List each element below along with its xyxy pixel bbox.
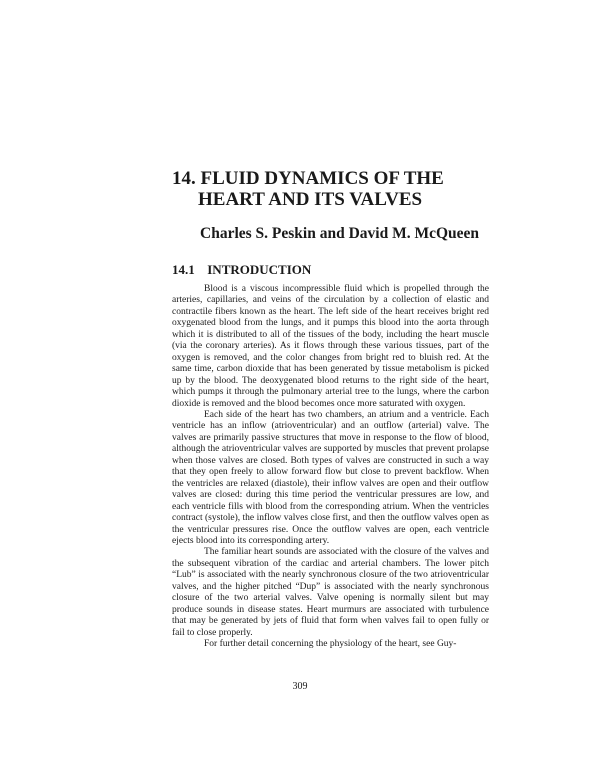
chapter-authors: Charles S. Peskin and David M. McQueen: [200, 225, 480, 242]
section-title: INTRODUCTION: [207, 262, 312, 277]
section-number: 14.1: [172, 262, 195, 277]
body-text: [172, 284, 489, 651]
section-heading: [172, 262, 311, 278]
chapter-title-line-1: 14. FLUID DYNAMICS OF THE: [172, 168, 444, 189]
paragraph: Blood is a viscous incompressible fluid which is propelled through the arteries, capillaries, and veins of the circulation by a collection of elastic and contractile fibers known as the heart. The left side of the heart receives bright red oxygenated blood from the lungs, and it pumps this blood into the aorta through which it is distributed to all of the tissues of the body, including the heart muscle (via the coronary arteries). As it flows through these various tissues, part of the oxygen is removed, and the color changes from bright red to bluish red. At the same time, carbon dioxide that has been generated by tissue metabolism is picked up by the blood. The deoxygenated blood returns to the right side of the heart, which pumps it through the pulmonary arterial tree to the lungs, where the carbon dioxide is removed and the blood becomes once more saturated with oxygen.: [172, 284, 489, 409]
paragraph: The familiar heart sounds are associated with the closure of the valves and the subsequent vibration of the cardiac and arterial chambers. The lower pitch “Lub” is associated with the nearly synchronous closure of the two atrioventricular valves, and the higher pitched “Dup” is associated with the nearly synchronous closure of the two arterial valves. Valve opening is normally silent but may produce sounds in disease states. Heart murmurs are associated with turbulence that may be generated by jets of fluid that form when valves fail to open fully or fail to close properly.: [172, 547, 489, 638]
paragraph: Each side of the heart has two chambers, an atrium and a ventricle. Each ventricle has an inflow (atrioventricular) and an outflow (arterial) valve. The valves are primarily passive structures that move in response to the flow of blood, although the atrioventricular valves are supported by muscles that prevent prolapse when those valves are closed. Both types of valves are constructed in such a way that they open freely to allow forward flow but close to prevent backflow. When the ventricles are relaxed (diastole), their inflow valves are open and their outflow valves are closed: during this time period the ventricular pressures are low, and each ventricle fills with blood from the corresponding atrium. When the ventricles contract (systole), the inflow valves close first, and then the outflow valves open as the ventricular pressures rise. Once the outflow valves are open, each ventricle ejects blood into its corresponding artery.: [172, 409, 489, 546]
chapter-title: [172, 168, 472, 210]
paragraph: For further detail concerning the physiology of the heart, see Guy-: [204, 639, 457, 650]
chapter-title-line-2: HEART AND ITS VALVES: [198, 189, 423, 210]
page-number: 309: [292, 681, 308, 692]
